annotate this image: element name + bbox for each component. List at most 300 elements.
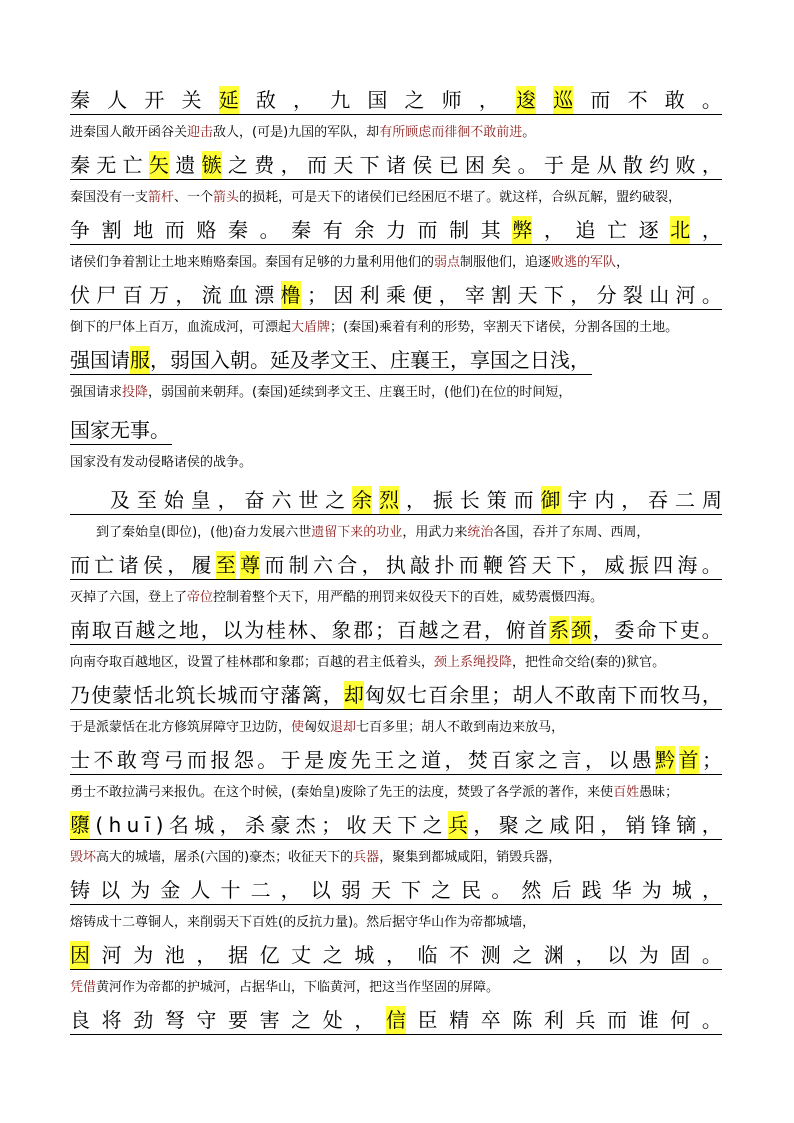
translation-line [70,719,722,737]
text-char: 始 [163,488,184,512]
text-char: ， [580,553,601,577]
text-char: 以 [310,878,331,902]
text-char: 侯 [412,153,433,177]
text-char: 下 [543,283,564,307]
text-char: 弯 [140,748,161,772]
highlighted-char: 矢 [148,153,169,177]
classical-text-line [70,486,722,515]
text-char: 命 [636,618,657,642]
text-char: 河 [101,943,122,967]
text-char: 销 [625,813,646,837]
text-char: 不 [449,943,470,967]
text-char: 。 [701,943,722,967]
classical-text-line [70,876,722,905]
text-char: h [108,813,122,837]
text-char: 不 [627,88,648,112]
highlighted-char: 颈 [570,618,591,642]
highlighted-char: 橹 [280,283,301,307]
text-char: 下 [617,683,638,707]
keyword-translation: 败逃的军队 [551,255,617,270]
text-char: 道 [421,748,442,772]
text-char: 取 [91,618,112,642]
text-char: 之 [325,488,346,512]
text-char: 蒙 [112,683,133,707]
text-char: 南 [70,618,90,642]
text-segment: ，把性命交给(秦的)狱官。 [512,655,666,670]
text-segment: 于是派蒙恬在北方修筑屏障守卫边防， [70,720,292,735]
text-char: 秦 [70,88,90,112]
text-char: 之 [404,88,425,112]
text-char: 名 [168,813,189,837]
text-char: 篱 [301,683,322,707]
translation-line [70,319,722,337]
text-segment: 强国请 [70,348,130,372]
text-char: ， [217,488,238,512]
highlighted-char: 因 [70,943,90,967]
text-char: 扑 [434,553,455,577]
highlighted-char: 御 [540,488,561,512]
text-char: u [126,813,140,837]
text-char: 固 [670,943,691,967]
classical-text-line [70,151,722,180]
text-char: 臣 [417,1008,438,1032]
text-char: 振 [628,553,649,577]
translation-line [70,914,722,932]
text-char: 亡 [122,153,143,177]
text-char: ； [491,683,512,707]
text-char: 之 [322,943,343,967]
text-char: 宇 [567,488,588,512]
text-char: 杰 [295,813,316,837]
text-char: 天 [333,153,354,177]
text-char: 亡 [607,218,628,242]
text-char: 威 [604,553,625,577]
keyword-translation: 兵器 [353,850,380,865]
text-char: 因 [333,283,354,307]
translation-line [70,189,722,207]
text-char: 马 [680,683,701,707]
text-char: 下 [555,553,576,577]
translation-line [70,254,722,272]
text-char: 城 [671,878,692,902]
text-char: 桂 [266,618,287,642]
text-char: 下 [359,153,380,177]
text-char: 已 [438,153,459,177]
text-segment: 、一个 [174,190,214,205]
text-char: 执 [385,553,406,577]
text-char: 陈 [512,1008,533,1032]
text-char: 敌 [255,88,276,112]
text-char: 人 [533,683,554,707]
text-char: 四 [653,553,674,577]
text-char: 奴 [385,683,406,707]
keyword-translation: 弱点 [434,255,461,270]
text-segment: 国家没有发动侵略诸侯的战争。 [70,455,253,470]
text-segment: ，聚集到都城咸阳，销毁兵器， [379,850,562,865]
classical-text-line [70,681,722,710]
text-char: 地 [178,618,199,642]
text-segment: 强国请求 [70,385,123,400]
text-char: 内 [594,488,615,512]
text-segment: 愚昧； [639,785,679,800]
text-char: 亡 [94,553,115,577]
text-char: 是 [570,153,591,177]
text-char: 象 [331,618,352,642]
text-segment: 七百多里；胡人不敢到南边来放马， [356,720,565,735]
highlighted-char: 余 [352,488,373,512]
text-char: 而 [187,748,208,772]
text-char: 先 [350,748,371,772]
keyword-translation: 箭杆 [148,190,175,205]
highlighted-char: 弊 [512,218,533,242]
text-char: 宰 [464,283,485,307]
text-char: 焚 [467,748,488,772]
text-char: 流 [201,283,222,307]
text-char: 金 [160,878,181,902]
text-char: 力 [385,218,406,242]
translation-line [70,654,722,672]
text-char: 敢 [575,683,596,707]
highlighted-char: 信 [385,1008,406,1032]
text-segment: 高大的城墙，屠杀(六国的)豪杰；收征天下的 [96,850,354,865]
text-char: 制 [449,218,470,242]
text-char: 胡 [512,683,533,707]
text-char: ， [444,748,465,772]
text-char: 下 [397,813,418,837]
text-char: 卒 [480,1008,501,1032]
text-char: 百 [491,748,512,772]
text-char: ， [167,553,188,577]
text-char: 秦 [70,153,90,177]
text-char: ( [95,813,104,837]
text-char: ， [385,943,406,967]
text-char: 以 [222,618,243,642]
keyword-translation: 迎击 [187,125,214,140]
text-char: 愚 [631,748,652,772]
text-char: ， [405,488,426,512]
text-char: ， [322,683,343,707]
text-char: 有 [322,218,343,242]
text-char: 利 [543,1008,564,1032]
text-char: 弓 [163,748,184,772]
text-char: 之 [157,618,178,642]
text-char: 天 [531,553,552,577]
classical-text-line-wrapper [70,346,722,375]
text-char: 报 [210,748,231,772]
text-char: 百 [113,618,134,642]
text-char: 赂 [196,218,217,242]
text-char: ， [293,88,314,112]
text-char: 国 [367,88,388,112]
classical-text-line [70,551,722,580]
text-char: 长 [459,488,480,512]
text-char: 而 [458,553,479,577]
translation-line [70,784,722,802]
text-char: 诸 [118,553,139,577]
text-char: 城 [217,683,238,707]
text-segment: 灭掉了六国，登上了 [70,590,188,605]
translation-line [70,589,722,607]
text-char: ； [701,748,722,772]
text-char: 利 [359,283,380,307]
document-page [70,86,722,1035]
keyword-translation: 帝位 [187,590,214,605]
classical-text-line [70,811,722,840]
text-char: 咸 [549,813,570,837]
text-char: ； [306,283,327,307]
text-char: 世 [298,488,319,512]
classical-text-line [70,941,722,970]
highlighted-char: 镞 [201,153,222,177]
text-char: ， [219,813,240,837]
text-char: 。 [257,748,278,772]
text-char: 六 [312,553,333,577]
classical-text-line [70,746,722,775]
highlighted-char: 尊 [240,553,261,577]
text-char: 弩 [164,1008,185,1032]
text-char: 。 [701,283,722,307]
text-char: 于 [280,748,301,772]
text-char: 之 [431,878,452,902]
text-char: 池 [164,943,185,967]
text-char: 南 [596,683,617,707]
text-char: 二 [250,878,271,902]
text-char: 吏 [679,618,700,642]
text-segment: 到了秦始皇(即位)，(他)奋力发展六世 [96,525,312,540]
highlighted-char: 巡 [553,88,574,112]
text-char: 首 [527,618,548,642]
text-segment: 。 [522,125,536,140]
text-char: 怨 [233,748,254,772]
text-char: ， [600,813,621,837]
text-char: 锋 [650,813,671,837]
text-segment: 进秦国人敞开函谷关 [70,125,188,140]
text-char: ， [701,683,722,707]
translation-line [70,124,722,142]
text-char: 据 [227,943,248,967]
text-segment: 勇士不敢拉满弓来报仇。在这个时候，(秦始皇)废除了先王的法度，焚毁了各学派的著作，来使 [70,785,614,800]
text-char: 以 [100,878,121,902]
text-segment: 倒下的尸体上百万，血流成河，可漂起 [70,320,292,335]
classical-text-line [70,616,722,645]
text-segment: ，弱国入朝。延及孝文王、庄襄王，享国之日浅， [150,348,590,372]
text-char: 之 [397,748,418,772]
text-char: 藩 [280,683,301,707]
text-char: ； [321,813,342,837]
text-char: ， [592,618,613,642]
text-segment: 控制着整个天下，用严酷的刑罚来奴役天下的百姓，威势震慑四海。 [213,590,604,605]
text-char: 之 [227,153,248,177]
text-segment: 制服他们，追逐 [460,255,552,270]
text-char: 城 [194,813,215,837]
text-segment: 黄河作为帝都的护城河，占据华山，下临黄河，把这当作坚固的屏障。 [96,980,500,995]
text-char: ， [701,878,722,902]
text-char: 越 [135,618,156,642]
text-char: 鞭 [483,553,504,577]
keyword-translation: 退却 [330,720,357,735]
text-char: 败 [675,153,696,177]
text-char: 而 [238,683,259,707]
text-char: 是 [304,748,325,772]
text-char: 恬 [133,683,154,707]
keyword-translation: 箭头 [213,190,240,205]
classical-text-line-wrapper [70,416,722,445]
text-char: 及 [110,488,130,512]
text-char: ， [354,1008,375,1032]
text-char: 精 [449,1008,470,1032]
text-char: 废 [327,748,348,772]
text-char: 丈 [291,943,312,967]
text-char: 尸 [96,283,117,307]
text-char: 之 [422,813,443,837]
text-char: 天 [371,813,392,837]
text-char: 困 [464,153,485,177]
translation-line [70,384,722,402]
text-char: 。 [701,553,722,577]
text-char: 后 [551,878,572,902]
text-segment: ，弱国前来朝拜。(秦国)延续到孝文王、庄襄王时，(他们)在位的时间短， [148,385,572,400]
text-segment: ， [616,255,630,270]
text-char: 百 [428,683,449,707]
text-char: 民 [461,878,482,902]
text-char: ， [196,943,217,967]
translation-line [70,849,722,867]
keyword-translation: 百姓 [613,785,640,800]
text-char: 为 [133,943,154,967]
highlighted-char: 黔 [655,748,676,772]
text-char: 师 [441,88,462,112]
classical-text-line [70,1006,722,1035]
text-char: 之 [512,943,533,967]
text-segment: 向南夺取百越地区，设置了桂林郡和象郡；百越的君主低着头， [70,655,435,670]
text-char: 割 [491,283,512,307]
text-char: ， [543,218,564,242]
text-char: 笞 [507,553,528,577]
text-char: 将 [101,1008,122,1032]
text-char: 裂 [622,283,643,307]
text-char: 家 [514,748,535,772]
text-char: 守 [259,683,280,707]
highlighted-char: 延 [218,88,239,112]
text-char: 亿 [259,943,280,967]
text-char: 振 [432,488,453,512]
keyword-translation: 统治 [467,525,494,540]
text-char: ， [473,813,494,837]
text-char: 聚 [498,813,519,837]
text-char: 周 [701,488,722,512]
text-char: 里 [470,683,491,707]
text-segment: 秦国没有一支 [70,190,149,205]
text-char: 长 [196,683,217,707]
text-char: 而 [513,488,534,512]
text-char: 以 [607,943,628,967]
text-char: 匈 [364,683,385,707]
keyword-translation: 毁坏 [70,850,97,865]
text-char: 铸 [70,878,90,902]
keyword-translation: 遗留下来的功业 [311,525,403,540]
text-char: 割 [101,218,122,242]
highlighted-char: 首 [678,748,699,772]
text-char: 为 [130,878,151,902]
text-char: ， [483,618,504,642]
text-char: 于 [543,153,564,177]
text-char: 合 [337,553,358,577]
highlighted-char: 至 [215,553,236,577]
text-char: 人 [190,878,211,902]
text-char: ， [175,283,196,307]
text-char: 测 [480,943,501,967]
text-char: 十 [220,878,241,902]
text-char: 谁 [638,1008,659,1032]
text-char: ； [374,618,395,642]
text-char: 阳 [574,813,595,837]
text-char: 从 [596,153,617,177]
text-char: 敢 [116,748,137,772]
text-char: 良 [70,1008,90,1032]
text-segment: 诸侯们争着割让土地来贿赂秦国。秦国有足够的力量利用他们的 [70,255,435,270]
text-char: 镝 [676,813,697,837]
keyword-translation: 大盾牌 [291,320,331,335]
text-char: 杀 [244,813,265,837]
translation-line [70,979,722,997]
text-char: 越 [418,618,439,642]
text-char: 劲 [133,1008,154,1032]
text-char: 、 [309,618,330,642]
text-char: 余 [354,218,375,242]
text-char: 矣 [491,153,512,177]
text-char: ， [701,813,722,837]
text-char: 收 [346,813,367,837]
text-char: 下 [401,878,422,902]
text-char: 而 [306,153,327,177]
text-char: 争 [70,218,90,242]
text-char: 。 [701,618,722,642]
text-char: 。 [259,218,280,242]
text-char: 血 [227,283,248,307]
keyword-translation: 使 [291,720,305,735]
text-char: ， [584,748,605,772]
text-char: 天 [517,283,538,307]
classical-text-line [70,86,722,115]
highlighted-char: 隳 [70,813,90,837]
text-char: 六 [271,488,292,512]
text-char: 兵 [575,1008,596,1032]
text-segment: 各国，吞并了东周、西周， [493,525,650,540]
text-char: 乘 [385,283,406,307]
text-char: 之 [291,1008,312,1032]
text-char: 无 [96,153,117,177]
text-char: ī [144,813,151,837]
keyword-translation: 有所顾虑而徘徊不敢前进 [379,125,523,140]
text-char: 北 [154,683,175,707]
text-char: 渊 [543,943,564,967]
text-char: 而 [638,683,659,707]
text-char: 二 [675,488,696,512]
text-char: 逐 [638,218,659,242]
text-char: 君 [462,618,483,642]
translation-line [70,454,722,472]
text-char: 遗 [175,153,196,177]
text-char: 而 [417,218,438,242]
text-char: 临 [417,943,438,967]
classical-text-line [70,216,722,245]
text-segment: 国家无事。 [70,418,170,442]
text-char: 而 [607,1008,628,1032]
text-char: 百 [122,283,143,307]
text-char: 俯 [505,618,526,642]
text-char: 要 [227,1008,248,1032]
text-char: 万 [148,283,169,307]
